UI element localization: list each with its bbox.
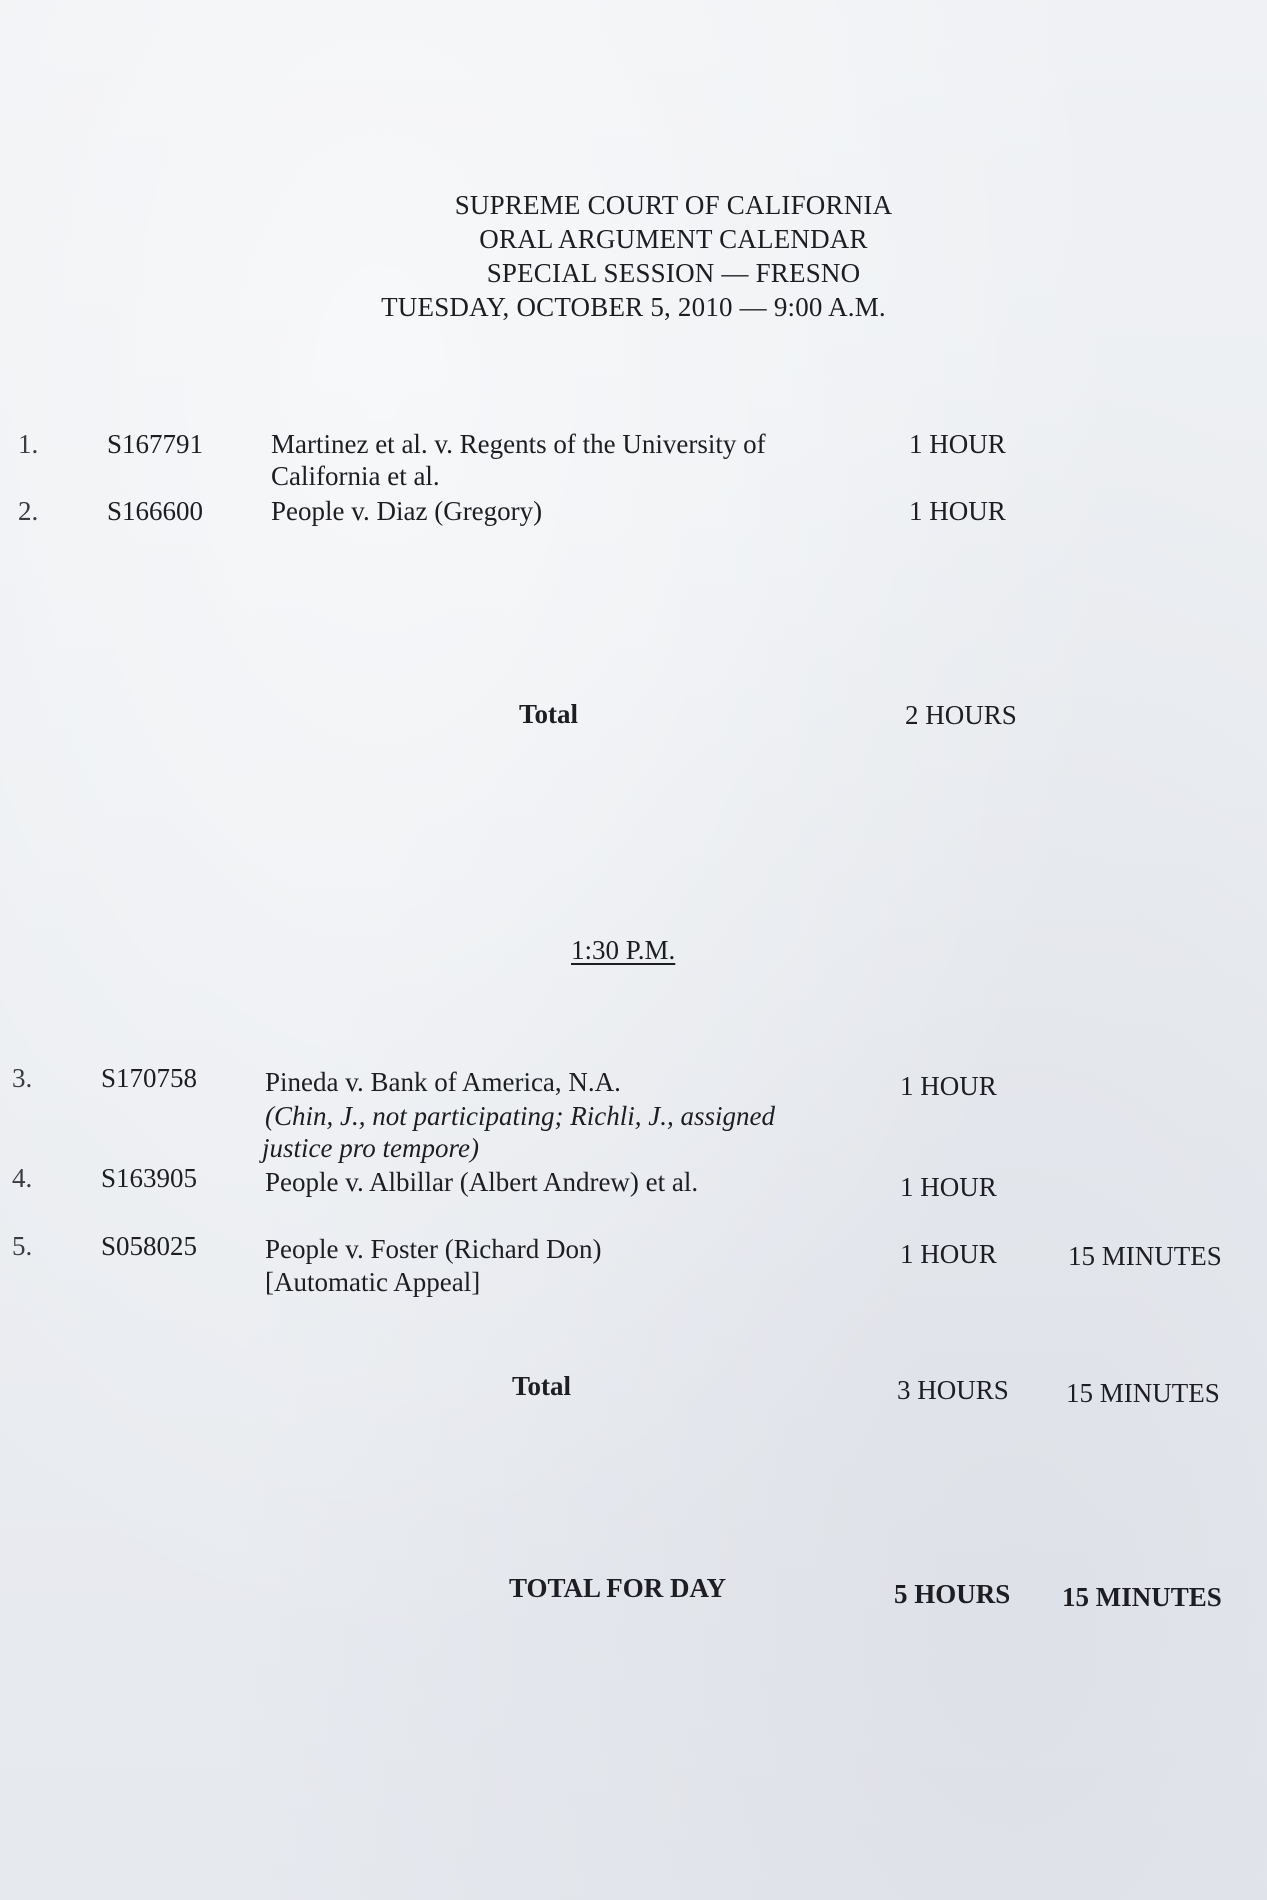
case-title: Martinez et al. v. Regents of the University of xyxy=(271,429,766,459)
case-number: 3. xyxy=(12,1063,33,1093)
docket-number: S170758 xyxy=(101,1063,198,1093)
morning-total-hours: 2 HOURS xyxy=(905,700,1017,730)
case-title: Pineda v. Bank of America, N.A. xyxy=(265,1067,621,1097)
argument-time-hours: 1 HOUR xyxy=(900,1172,997,1202)
day-total-label: TOTAL FOR DAY xyxy=(509,1573,727,1603)
argument-time-hours: 1 HOUR xyxy=(900,1071,997,1101)
participation-note: (Chin, J., not participating; Richli, J., assigned xyxy=(265,1101,775,1131)
argument-time-hours: 1 HOUR xyxy=(909,496,1006,526)
docket-number: S163905 xyxy=(101,1163,198,1193)
session-location: SPECIAL SESSION — FRESNO xyxy=(486,258,861,288)
day-total-hours: 5 HOURS xyxy=(894,1579,1011,1609)
afternoon-session-time: 1:30 P.M. xyxy=(571,935,676,965)
court-name: SUPREME COURT OF CALIFORNIA xyxy=(454,190,893,220)
case-designation: [Automatic Appeal] xyxy=(265,1267,481,1297)
participation-note-continued: justice pro tempore) xyxy=(262,1133,479,1163)
case-number: 4. xyxy=(12,1163,33,1193)
afternoon-total-minutes: 15 MINUTES xyxy=(1066,1378,1220,1408)
afternoon-total-hours: 3 HOURS xyxy=(897,1375,1009,1405)
morning-total-label: Total xyxy=(519,699,579,729)
case-title-continued: California et al. xyxy=(271,461,440,491)
session-date-time: TUESDAY, OCTOBER 5, 2010 — 9:00 A.M. xyxy=(381,292,886,322)
docket-number: S167791 xyxy=(107,429,204,459)
document-header xyxy=(0,188,1267,324)
case-title: People v. Diaz (Gregory) xyxy=(271,496,543,526)
docket-number: S058025 xyxy=(101,1231,198,1261)
case-number: 5. xyxy=(12,1231,33,1261)
argument-time-minutes: 15 MINUTES xyxy=(1068,1241,1222,1271)
argument-time-hours: 1 HOUR xyxy=(909,429,1006,459)
afternoon-total-label: Total xyxy=(512,1371,572,1401)
case-number: 1. xyxy=(18,429,39,459)
case-title: People v. Foster (Richard Don) xyxy=(265,1234,602,1264)
case-title: People v. Albillar (Albert Andrew) et al. xyxy=(265,1167,699,1197)
calendar-title: ORAL ARGUMENT CALENDAR xyxy=(479,224,868,254)
day-total-minutes: 15 MINUTES xyxy=(1062,1582,1222,1612)
case-number: 2. xyxy=(18,496,39,526)
docket-number: S166600 xyxy=(107,496,204,526)
argument-time-hours: 1 HOUR xyxy=(900,1239,997,1269)
